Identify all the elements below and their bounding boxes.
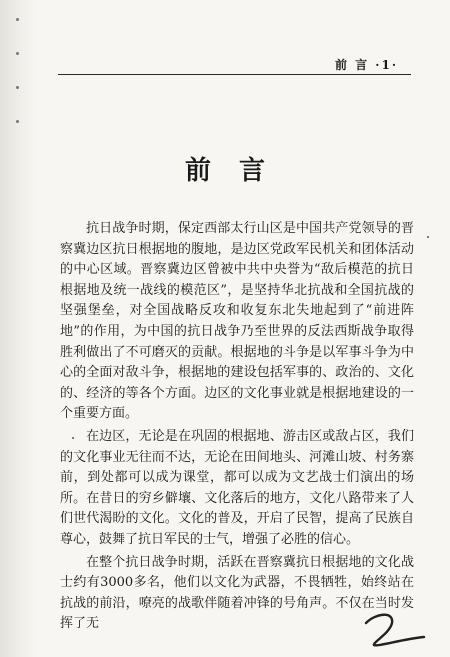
paragraph-1: 抗日战争时期，保定西部太行山区是中国共产党领导的晋察冀边区抗日根据地的腹地，是边区党政军民机关和团体活动的中心区域。晋察冀边区曾被中共中央誉为“敌后模范的抗日根据地及统一战线的模范区”，是坚持华北抗战和全国抗战的坚强堡垒，对全国战略反攻和收复东北失地起到了“前进阵地”的作用，为中国的抗日战争乃至世界的反法西斯战争取得胜利做出了不可磨灭的贡献。根据地的斗争是以军事斗争为中心的全面对敌斗争，根据地的建设包括军事的、政治的、文化的、经济的等各个方面。边区的文化事业就是根据地建设的一个重要方面。 xyxy=(60,221,414,422)
page-title: 前言 xyxy=(184,156,293,186)
binding-hole xyxy=(16,52,19,55)
binding-shadow xyxy=(0,0,38,657)
binding-hole xyxy=(16,120,19,123)
ink-speck xyxy=(72,437,74,439)
paragraph-3: 在整个抗日战争时期，活跃在晋察冀抗日根据地的文化战士约有3000多名，他们以文化为武器，不畏牺牲，始终站在抗战的前沿，嘹亮的战歌伴随着冲锋的号角声。不仅在当时发挥了无 xyxy=(60,554,414,632)
body-text xyxy=(60,219,414,635)
running-head: 前 言 ·1· xyxy=(334,58,398,72)
header-rule xyxy=(58,74,411,75)
binding-hole xyxy=(16,86,19,89)
binding-hole xyxy=(16,18,19,21)
paragraph-2: 在边区，无论是在巩固的根据地、游击区或敌占区，我们的文化事业无往而不达，无论在田间地头、河滩山坡、村务寨前，到处都可以成为课堂，都可以成为文艺战士们演出的场所。在昔日的穷乡僻壤、文化落后的地方，文化八路带来了人们世代渴盼的文化。文化的普及，开启了民智，提高了民族自尊心，鼓舞了抗日军民的士气，增强了必胜的信心。 xyxy=(60,428,414,547)
ink-speck xyxy=(427,236,429,238)
handwritten-mark-icon xyxy=(358,609,428,649)
